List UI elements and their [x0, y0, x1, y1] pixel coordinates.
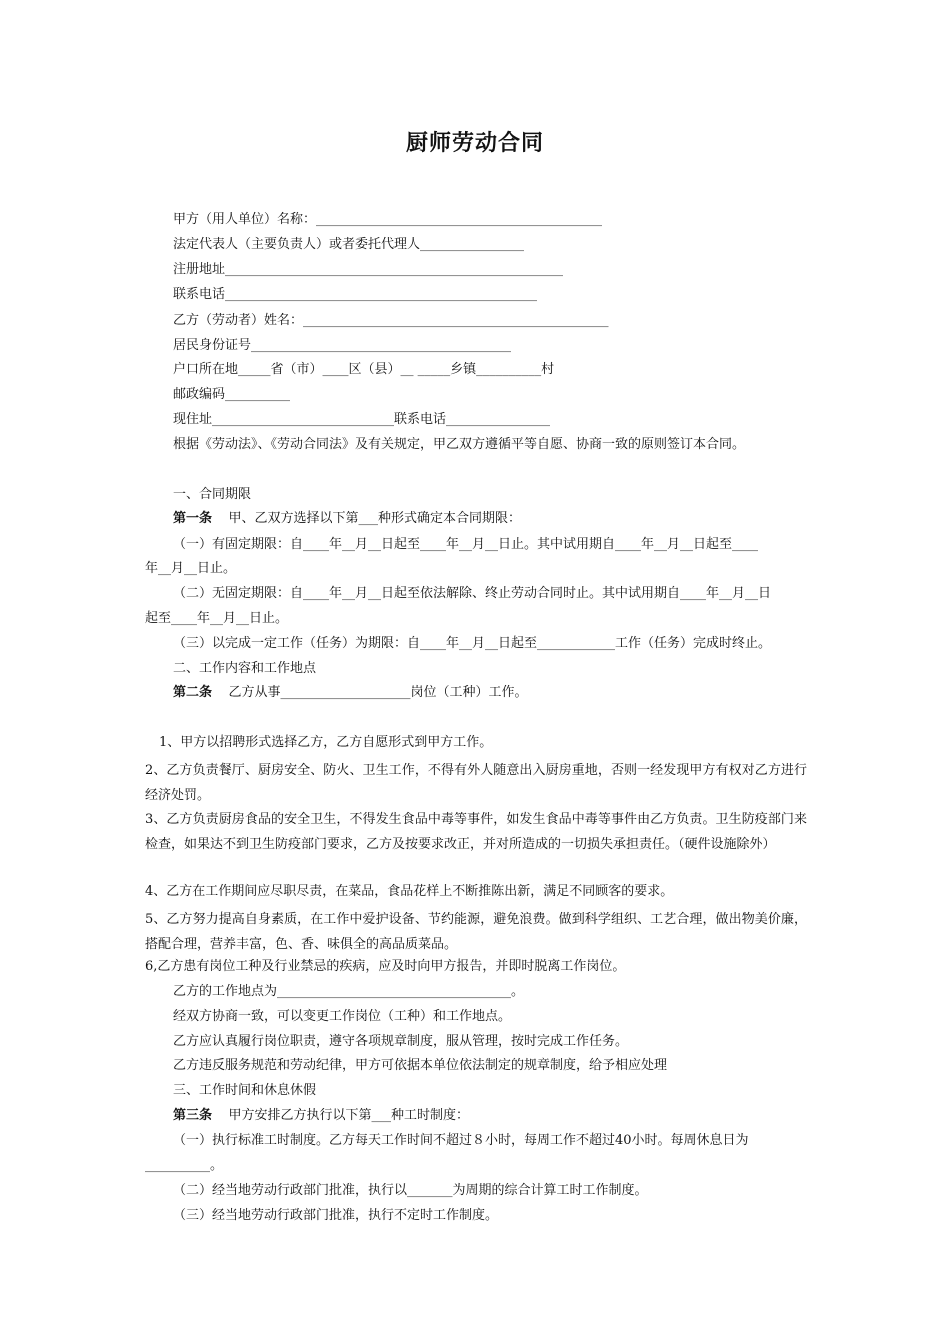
duty-1: 1、甲方以招聘形式选择乙方，乙方自愿形式到甲方工作。	[159, 735, 493, 750]
contact-phone-a-line: 联系电话________________________________________________	[173, 287, 538, 302]
term-open-line-1: （二）无固定期限：自____年__月__日起至依法解除、终止劳动合同时止。其中试用期自____年__月__日	[173, 586, 772, 601]
article-1-text: 甲、乙双方选择以下第___种形式确定本合同期限：	[228, 511, 522, 526]
reg-address-line: 注册地址____________________________________________________	[173, 262, 564, 277]
term-fixed-line-1: （一）有固定期限：自____年__月__日起至____年__月__日止。其中试用期自____年__月__日起至____	[173, 537, 759, 552]
fulfil-line: 乙方应认真履行岗位职责，遵守各项规章制度，服从管理，按时完成工作任务。	[173, 1034, 629, 1049]
hours-comprehensive-line: （二）经当地劳动行政部门批准，执行以_______为周期的综合计算工时工作制度。	[173, 1183, 648, 1198]
party-b-name-line: 乙方（劳动者）姓名：_______________________________________________	[173, 313, 609, 328]
section-1-heading: 一、合同期限	[173, 487, 252, 502]
hours-standard-line-1: （一）执行标准工时制度。乙方每天工作时间不超过８小时，每周工作不超过40小时。每周休息日为	[173, 1133, 749, 1148]
article-3-text: 甲方安排乙方执行以下第___种工时制度：	[228, 1108, 470, 1123]
term-task-line: （三）以完成一定工作（任务）为期限：自____年__月__日起至____________工作（任务）完成时终止。	[173, 636, 772, 651]
article-3	[173, 1107, 469, 1125]
article-1-label: 第一条	[173, 511, 213, 526]
hours-standard-line-2: __________。	[145, 1158, 224, 1173]
article-2-label: 第二条	[173, 685, 213, 700]
duty-3: 3、乙方负责厨房食品的安全卫生，不得发生食品中毒等事件，如发生食品中毒等事件由乙方负责。卫生防疫部门来检查，如果达不到卫生防疫部门要求，乙方及按要求改正，并对所造成的一切损失承担责任。（硬件设施除外）	[145, 812, 807, 852]
article-1	[173, 510, 521, 528]
duty-4: 4、乙方在工作期间应尽职尽责，在菜品，食品花样上不断推陈出新，满足不同顾客的要求。	[145, 884, 674, 899]
party-a-name-line: 甲方（用人单位）名称：____________________________________________	[173, 212, 603, 227]
duty-6: 6,乙方患有岗位工种及行业禁忌的疾病，应及时向甲方报告，并即时脱离工作岗位。	[145, 959, 626, 974]
id-number-line: 居民身份证号________________________________________	[173, 338, 512, 353]
term-open-line-2: 起至____年__月__日止。	[145, 611, 289, 626]
change-post-line: 经双方协商一致，可以变更工作岗位（工种）和工作地点。	[173, 1009, 512, 1024]
workplace-line: 乙方的工作地点为____________________________________。	[173, 984, 525, 999]
article-2-text: 乙方从事____________________岗位（工种）工作。	[228, 685, 528, 700]
violation-line: 乙方违反服务规范和劳动纪律，甲方可依据本单位依法制定的规章制度，给予相应处理	[173, 1058, 668, 1073]
hours-flexible-line: （三）经当地劳动行政部门批准，执行不定时工作制度。	[173, 1208, 499, 1223]
legal-rep-line: 法定代表人（主要负责人）或者委托代理人________________	[173, 237, 525, 252]
hukou-line: 户口所在地_____省（市）____区（县）__ _____乡镇__________村	[173, 362, 555, 377]
current-address-line: 现住址____________________________联系电话________________	[173, 412, 551, 427]
term-fixed-line-2: 年__月__日止。	[145, 561, 237, 576]
article-3-label: 第三条	[173, 1108, 213, 1123]
duty-5: 5、乙方努力提高自身素质，在工作中爱护设备、节约能源，避免浪费。做到科学组织、工艺合理，做出物美价廉，搭配合理，营养丰富，色、香、味俱全的高品质菜品。	[145, 912, 807, 952]
postcode-line: 邮政编码__________	[173, 387, 291, 402]
article-2	[173, 684, 528, 702]
section-2-heading: 二、工作内容和工作地点	[173, 661, 317, 676]
section-3-heading: 三、工作时间和休息休假	[173, 1083, 317, 1098]
duty-2: 2、乙方负责餐厅、厨房安全、防火、卫生工作，不得有外人随意出入厨房重地，否则一经发现甲方有权对乙方进行经济处罚。	[145, 763, 807, 803]
document-title: 厨师劳动合同	[405, 131, 544, 156]
preamble: 根据《劳动法》、《劳动合同法》及有关规定，甲乙双方遵循平等自愿、协商一致的原则签订本合同。	[173, 437, 746, 452]
